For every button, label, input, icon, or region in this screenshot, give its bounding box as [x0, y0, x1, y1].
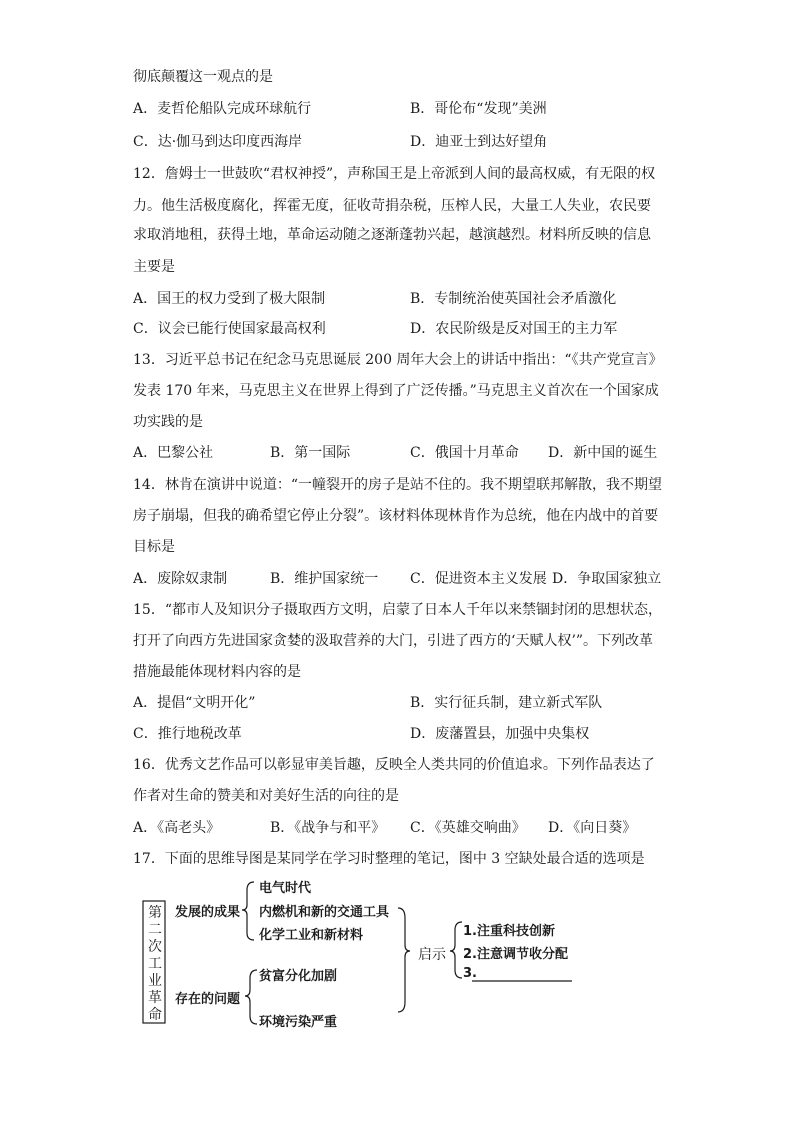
- brace-4: [450, 922, 462, 978]
- q15-stem-line: 15．“都市人及知识分子摄取西方文明，启蒙了日本人千年以来禁锢封闭的思想状态，: [133, 602, 662, 618]
- q17-stem: 17．下面的思维导图是某同学在学习时整理的笔记，图中 3 空缺处最合适的选项是: [133, 851, 645, 867]
- q12-stem-line: 求取消地租，获得土地，革命运动随之逐渐蓬勃兴起，越演越烈。材料所反映的信息: [133, 227, 651, 243]
- brace-1: [242, 882, 254, 940]
- q12-option-b[interactable]: B．专制统治使英国社会矛盾激化: [410, 291, 617, 307]
- q12-option-d[interactable]: D．农民阶级是反对国王的主力军: [410, 321, 618, 337]
- q14-stem-line: 目标是: [133, 539, 175, 555]
- q15-option-a[interactable]: A．提倡“文明开化”: [133, 695, 256, 711]
- q14-option-b[interactable]: B．维护国家统一: [270, 571, 379, 587]
- q13-stem-line: 13．习近平总书记在纪念马克思诞辰 200 周年大会上的讲话中指出：“《共产党宣言》: [133, 352, 663, 368]
- q12-stem-line: 12．詹姆士一世鼓吹“君权神授”，声称国王是上帝派到人间的最高权威，有无限的权: [133, 166, 656, 182]
- q13-option-b[interactable]: B．第一国际: [270, 445, 351, 461]
- achievement-item: 电气时代: [259, 881, 312, 896]
- q11-option-a[interactable]: A．麦哲伦船队完成环球航行: [133, 101, 312, 117]
- q11-option-b[interactable]: B．哥伦布“发现”美洲: [410, 101, 547, 117]
- q13-option-c[interactable]: C．俄国十月革命: [410, 445, 519, 461]
- branch-problems: 存在的问题: [175, 992, 241, 1007]
- q13-stem-line: 功实践的是: [133, 414, 203, 430]
- q16-option-c[interactable]: C．《英雄交响曲》: [410, 820, 526, 836]
- inspiration-label: 启示: [418, 947, 446, 963]
- q16-option-d[interactable]: D．《向日葵》: [548, 820, 637, 836]
- q11-option-c[interactable]: C．达·伽马到达印度西海岸: [133, 134, 303, 150]
- q15-option-c[interactable]: C．推行地税改革: [133, 726, 242, 742]
- q16-stem-line: 作者对生命的赞美和对美好生活的向往的是: [133, 788, 399, 804]
- problem-item: 环境污染严重: [259, 1015, 338, 1030]
- q11-stem: 彻底颠覆这一观点的是: [133, 69, 273, 85]
- q13-option-d[interactable]: D．新中国的诞生: [548, 445, 658, 461]
- q14-option-c[interactable]: C．促进资本主义发展: [410, 571, 547, 587]
- q12-stem-line: 力。他生活极度腐化，挥霍无度，征收苛捐杂税，压榨人民，大量工人失业，农民要: [133, 198, 651, 214]
- q14-stem-line: 14．林肯在演讲中说道：“一幢裂开的房子是站不住的。我不期望联邦解散，我不期望: [133, 477, 662, 493]
- achievement-item: 化学工业和新材料: [259, 928, 364, 943]
- q13-option-a[interactable]: A．巴黎公社: [133, 445, 214, 461]
- q16-option-a[interactable]: A．《高老头》: [133, 820, 221, 836]
- q16-option-b[interactable]: B．《战争与和平》: [270, 820, 386, 836]
- problem-item: 贫富分化加剧: [259, 969, 338, 984]
- q14-stem-line: 房子崩塌，但我的确希望它停止分裂”。该材料体现林肯作为总统，他在内战中的首要: [133, 508, 659, 524]
- inspiration-item-blank[interactable]: 3.: [463, 966, 477, 981]
- q12-option-c[interactable]: C．议会已能行使国家最高权利: [133, 321, 326, 337]
- q16-stem-line: 16．优秀文艺作品可以彰显审美旨趣，反映全人类共同的价值追求。下列作品表达了: [133, 757, 655, 773]
- q12-stem-line: 主要是: [133, 259, 175, 275]
- brace-3: [398, 908, 410, 1012]
- q14-option-d[interactable]: D．争取国家独立: [552, 571, 662, 587]
- q13-stem-line: 发表 170 年来，马克思主义在世界上得到了广泛传播。”马克思主义首次在一个国家成: [133, 383, 659, 399]
- q15-stem-line: 措施最能体现材料内容的是: [133, 664, 301, 680]
- inspiration-item: 2.注意调节收分配: [463, 947, 568, 962]
- achievement-item: 内燃机和新的交通工具: [259, 905, 390, 920]
- branch-achievements: 发展的成果: [175, 905, 241, 920]
- q15-option-d[interactable]: D．废藩置县，加强中央集权: [410, 726, 590, 742]
- inspiration-item: 1.注重科技创新: [463, 924, 555, 939]
- mindmap-root: 第 二 次 工 业 革 命: [148, 905, 162, 1023]
- q14-option-a[interactable]: A．废除奴隶制: [133, 571, 228, 587]
- q15-option-b[interactable]: B．实行征兵制，建立新式军队: [410, 695, 603, 711]
- q12-option-a[interactable]: A．国王的权力受到了极大限制: [133, 291, 326, 307]
- q11-option-d[interactable]: D．迪亚士到达好望角: [410, 134, 548, 150]
- q15-stem-line: 打开了向西方先进国家贪婪的汲取营养的大门，引进了西方的‘天赋人权’”。下列改革: [133, 633, 654, 649]
- brace-2: [245, 970, 257, 1024]
